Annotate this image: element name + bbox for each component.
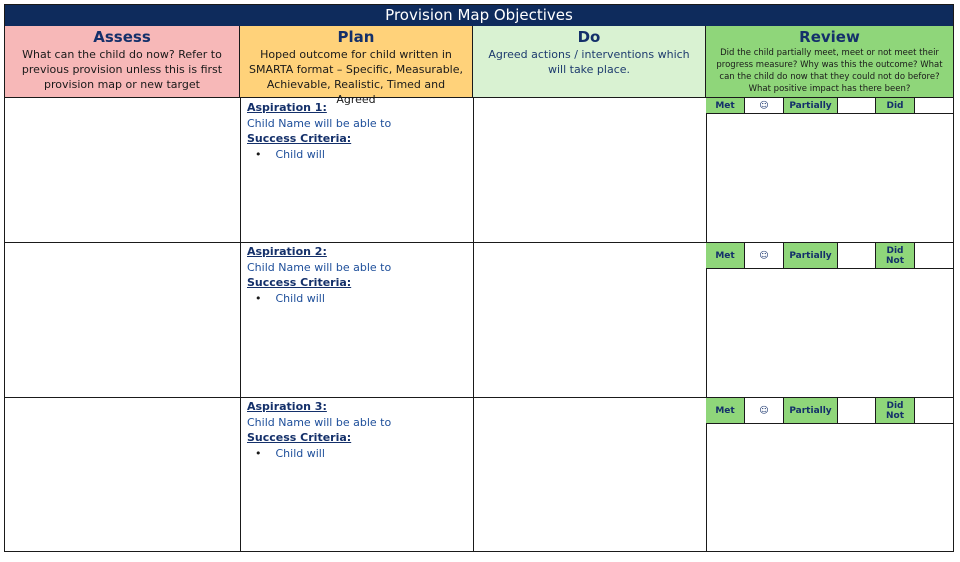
bullet-text: Child will	[275, 446, 325, 460]
partially-label: Partially	[784, 243, 838, 268]
aspiration-label: Aspiration 2:	[247, 245, 327, 258]
partially-label: Partially	[784, 98, 838, 113]
did-not-label: Did Not	[876, 398, 915, 423]
did-not-label: Did	[876, 98, 915, 113]
do-header	[473, 26, 706, 98]
did-not-checkbox[interactable]	[915, 398, 953, 423]
review-outcome-row-2	[706, 243, 953, 269]
review-title: Review	[799, 28, 860, 46]
did-not-checkbox[interactable]	[915, 98, 953, 113]
met-label: Met	[706, 243, 745, 268]
review-outcome-row-3	[706, 398, 953, 424]
partially-label: Partially	[784, 398, 838, 423]
aspiration-statement: Child Name will be able to	[247, 415, 392, 429]
plan-header	[240, 26, 473, 106]
column-divider	[473, 98, 474, 552]
review-header	[706, 26, 953, 98]
column-divider	[706, 98, 707, 552]
review-outcome-row-1	[706, 98, 953, 114]
bullet-text: Child will	[275, 291, 325, 305]
assess-title: Assess	[93, 28, 151, 46]
assess-header	[5, 26, 240, 98]
page-title: Provision Map Objectives	[5, 5, 953, 26]
did-not-label: Did Not	[876, 243, 915, 268]
success-criteria-label: Success Criteria:	[247, 132, 352, 145]
success-criteria-bullet	[247, 147, 471, 163]
plan-description: Hoped outcome for child written in SMARTA format – Specific, Measurable, Achievable, Realistic, Timed and Agreed	[249, 48, 463, 106]
aspiration-statement: Child Name will be able to	[247, 260, 392, 274]
smiley-icon[interactable]: ☺	[745, 98, 784, 113]
success-criteria-label: Success Criteria:	[247, 431, 352, 444]
review-description: Did the child partially meet, meet or not meet their progress measure? Why was this the outcome? What can the child do now that they could not do before? What positive impact has there been?	[716, 48, 943, 94]
met-label: Met	[706, 98, 745, 113]
column-divider	[240, 98, 241, 552]
plan-cell-1[interactable]	[247, 100, 471, 162]
partially-checkbox[interactable]	[838, 398, 876, 423]
success-criteria-label: Success Criteria:	[247, 276, 352, 289]
success-criteria-bullet	[247, 446, 471, 462]
aspiration-label: Aspiration 1:	[247, 101, 327, 114]
bullet-text: Child will	[275, 147, 325, 161]
plan-title: Plan	[337, 28, 375, 46]
smiley-icon[interactable]: ☺	[745, 243, 784, 268]
plan-cell-3[interactable]	[247, 399, 471, 461]
smiley-icon[interactable]: ☺	[745, 398, 784, 423]
do-title: Do	[577, 28, 601, 46]
success-criteria-bullet	[247, 291, 471, 307]
plan-cell-2[interactable]	[247, 244, 471, 306]
assess-description: What can the child do now? Refer to previous provision unless this is first provision map or new target	[21, 48, 223, 91]
aspiration-statement: Child Name will be able to	[247, 116, 392, 130]
aspiration-label: Aspiration 3:	[247, 400, 327, 413]
met-label: Met	[706, 398, 745, 423]
partially-checkbox[interactable]	[838, 243, 876, 268]
partially-checkbox[interactable]	[838, 98, 876, 113]
did-not-checkbox[interactable]	[915, 243, 953, 268]
do-description: Agreed actions / interventions which will take place.	[488, 48, 690, 76]
provision-map-table	[4, 4, 954, 552]
